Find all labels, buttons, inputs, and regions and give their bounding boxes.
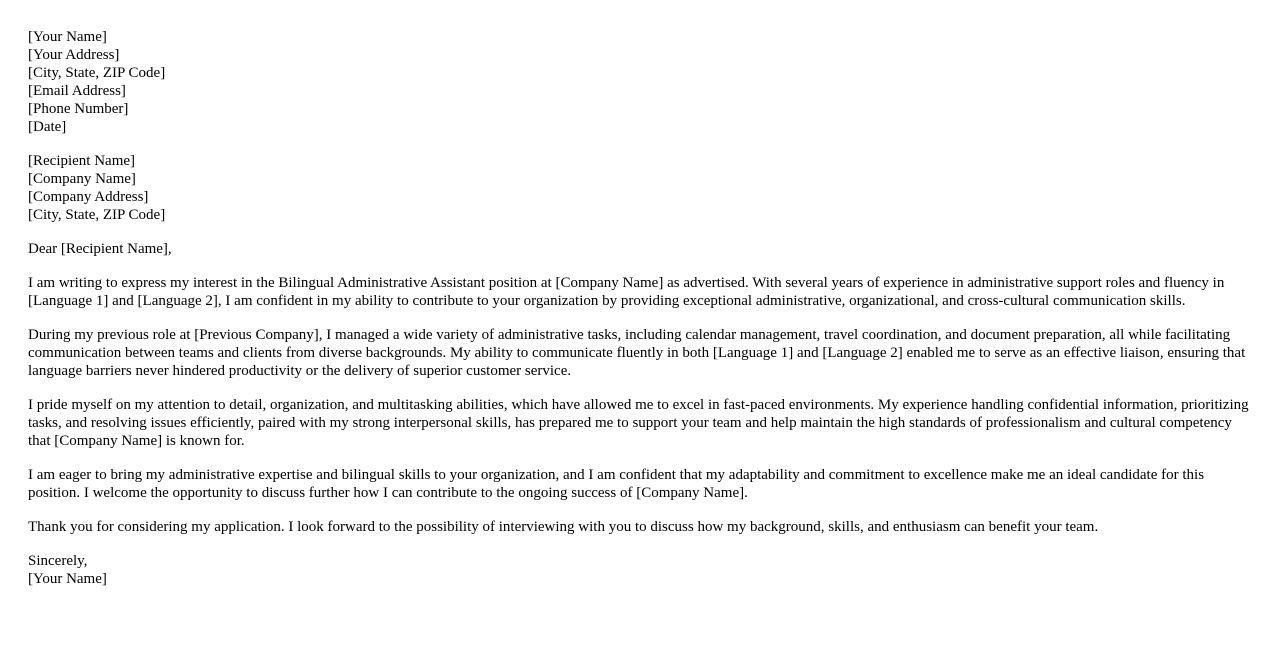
body-paragraph-4: I am eager to bring my administrative expertise and bilingual skills to your organization, and I am confident that my adaptability and commitment to excellence make me an ideal candidate for this position. I welcome the opportunity to discuss further how I can contribute to the ongoing success of [Company Name]. bbox=[28, 467, 1205, 501]
salutation: Dear [Recipient Name], bbox=[28, 241, 172, 257]
closing-block bbox=[28, 552, 1250, 588]
sender-email: [Email Address] bbox=[28, 83, 126, 99]
recipient-name: [Recipient Name] bbox=[28, 153, 136, 169]
body-paragraph-2: During my previous role at [Previous Company], I managed a wide variety of administrative tasks, including calendar management, travel coordination, and document preparation, all while facilitating communication between teams and clients from diverse backgrounds. My ability to communicate fluently in both [Language 1] and [Language 2] enabled me to serve as an effective liaison, ensuring that language barriers never hindered productivity or the delivery of superior customer service. bbox=[28, 327, 1246, 379]
valediction: Sincerely, bbox=[28, 553, 88, 569]
recipient-block bbox=[28, 152, 1250, 224]
sender-name: [Your Name] bbox=[28, 29, 107, 45]
letter-date: [Date] bbox=[28, 119, 67, 135]
recipient-city-state-zip: [City, State, ZIP Code] bbox=[28, 207, 166, 223]
sender-address: [Your Address] bbox=[28, 47, 120, 63]
recipient-company-address: [Company Address] bbox=[28, 189, 149, 205]
cover-letter bbox=[28, 28, 1250, 604]
body-paragraph-1: I am writing to express my interest in the Bilingual Administrative Assistant position at [Company Name] as advertised. With several years of experience in administrative support roles and fluency in [Language 1] and [Language 2], I am confident in my ability to contribute to your organization by providing exceptional administrative, organizational, and cross-cultural communication skills. bbox=[28, 275, 1225, 309]
sender-city-state-zip: [City, State, ZIP Code] bbox=[28, 65, 166, 81]
sender-phone: [Phone Number] bbox=[28, 101, 129, 117]
sender-block bbox=[28, 28, 1250, 136]
recipient-company: [Company Name] bbox=[28, 171, 136, 187]
body-paragraph-5: Thank you for considering my application. I look forward to the possibility of interviewing with you to discuss how my background, skills, and enthusiasm can benefit your team. bbox=[28, 519, 1099, 535]
signature-name: [Your Name] bbox=[28, 571, 107, 587]
body-paragraph-3: I pride myself on my attention to detail, organization, and multitasking abilities, which have allowed me to excel in fast-paced environments. My experience handling confidential information, prioritizing tasks, and resolving issues efficiently, paired with my strong interpersonal skills, has prepared me to support your team and help maintain the high standards of professionalism and cultural competency that [Company Name] is known for. bbox=[28, 397, 1249, 449]
